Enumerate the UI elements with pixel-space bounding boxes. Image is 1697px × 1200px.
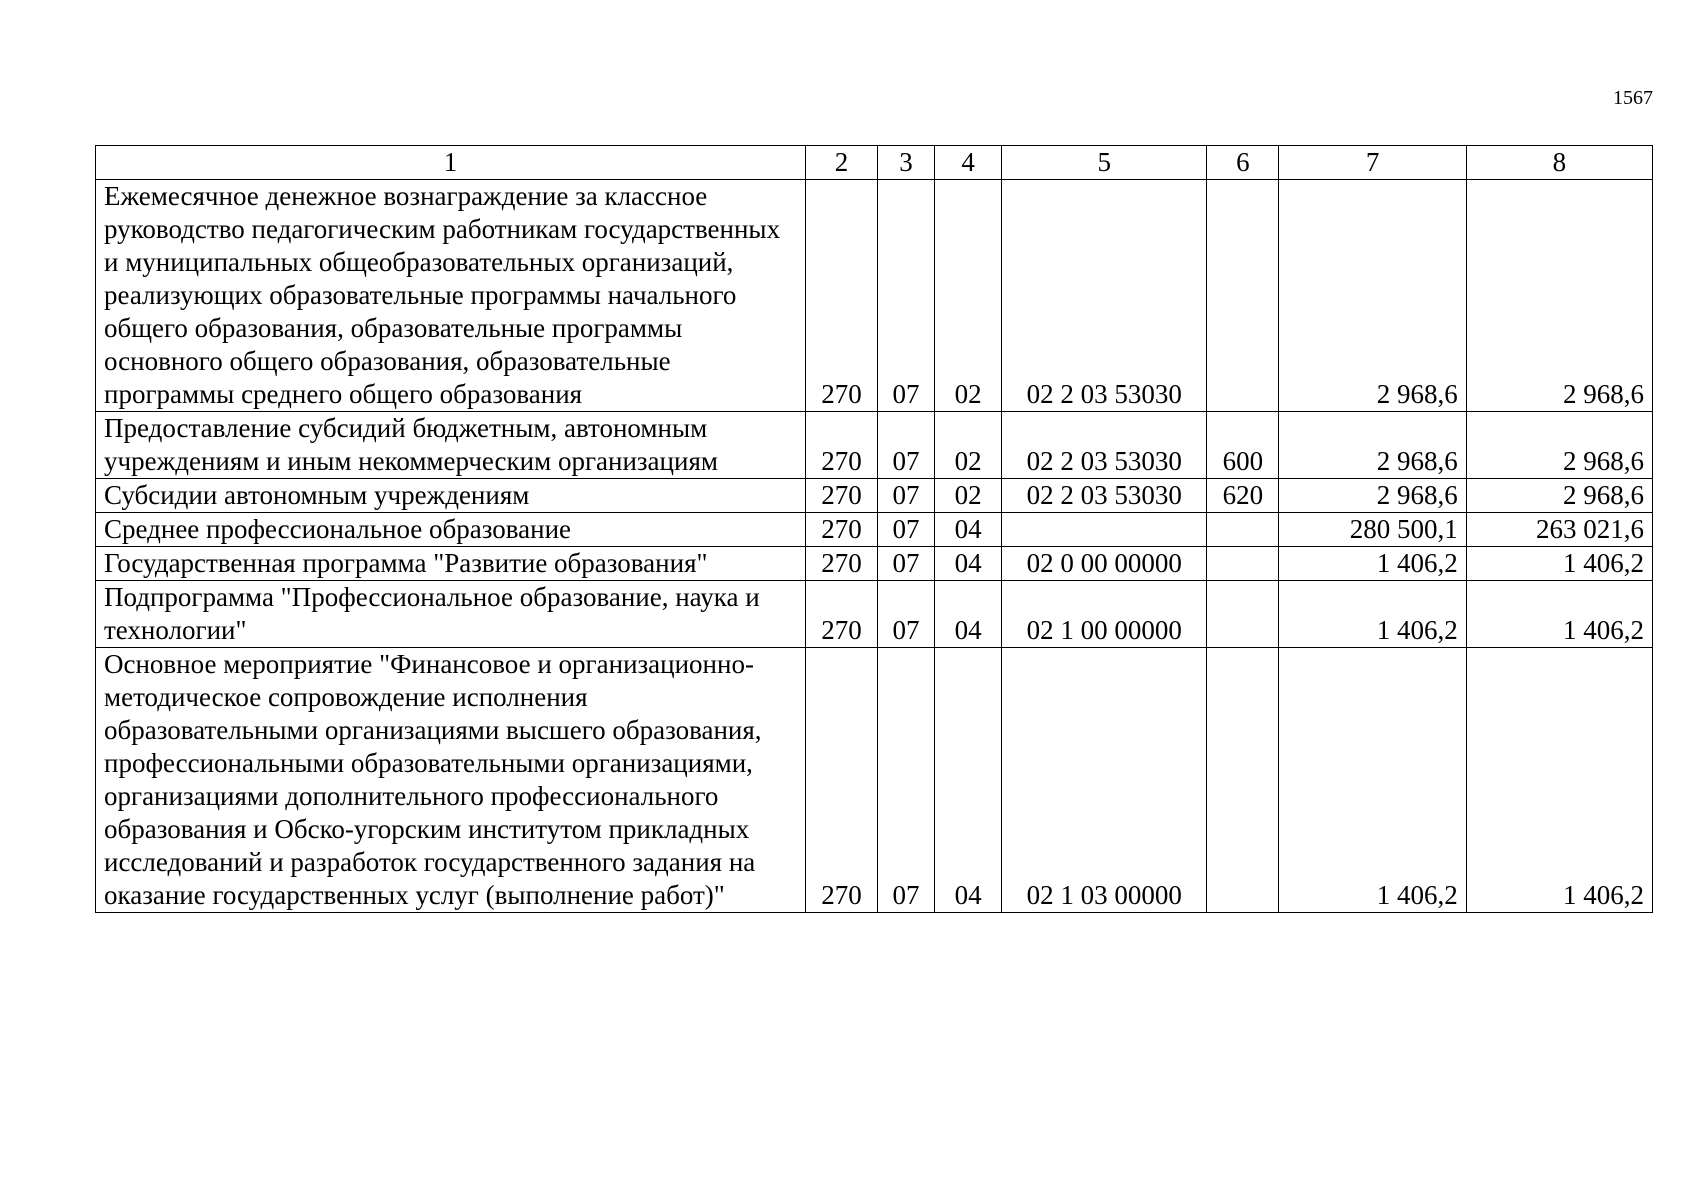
row-amount-col8: 1 406,2 — [1466, 581, 1652, 648]
row-amount-col7: 280 500,1 — [1279, 513, 1466, 547]
row-subsection-code: 04 — [935, 513, 1002, 547]
row-ministry-code: 270 — [805, 180, 877, 412]
table-row — [96, 412, 1653, 479]
row-subsection-code: 02 — [935, 479, 1002, 513]
header-col-2: 2 — [805, 146, 877, 180]
row-subsection-code: 04 — [935, 648, 1002, 913]
row-target-article — [1002, 513, 1207, 547]
row-subsection-code: 02 — [935, 412, 1002, 479]
row-section-code: 07 — [877, 648, 934, 913]
header-col-1: 1 — [96, 146, 806, 180]
row-section-code: 07 — [877, 513, 934, 547]
row-subsection-code: 04 — [935, 547, 1002, 581]
row-expense-type — [1207, 581, 1279, 648]
row-ministry-code: 270 — [805, 648, 877, 913]
row-section-code: 07 — [877, 412, 934, 479]
row-expense-type — [1207, 180, 1279, 412]
row-amount-col8: 2 968,6 — [1466, 479, 1652, 513]
row-ministry-code: 270 — [805, 513, 877, 547]
header-col-5: 5 — [1002, 146, 1207, 180]
header-col-3: 3 — [877, 146, 934, 180]
row-name: Основное мероприятие "Финансовое и организационно-методическое сопровождение исполнения образовательными организациями высшего образования, профессиональными образовательными организациями, организациями дополнительного профессионального образования и Обско-угорским институтом прикладных исследований и разработок государственного задания на оказание государственных услуг (выполнение работ)" — [96, 648, 806, 913]
table-row — [96, 513, 1653, 547]
row-amount-col7: 1 406,2 — [1279, 648, 1466, 913]
row-subsection-code: 02 — [935, 180, 1002, 412]
row-target-article: 02 0 00 00000 — [1002, 547, 1207, 581]
row-amount-col8: 1 406,2 — [1466, 547, 1652, 581]
row-section-code: 07 — [877, 479, 934, 513]
row-amount-col7: 2 968,6 — [1279, 180, 1466, 412]
row-expense-type — [1207, 513, 1279, 547]
budget-table — [95, 145, 1653, 913]
row-expense-type: 620 — [1207, 479, 1279, 513]
row-target-article: 02 2 03 53030 — [1002, 479, 1207, 513]
table-body — [96, 180, 1653, 913]
header-col-6: 6 — [1207, 146, 1279, 180]
page-number: 1567 — [1613, 87, 1653, 109]
row-amount-col7: 1 406,2 — [1279, 581, 1466, 648]
row-target-article: 02 1 00 00000 — [1002, 581, 1207, 648]
header-col-8: 8 — [1466, 146, 1652, 180]
header-col-7: 7 — [1279, 146, 1466, 180]
row-target-article: 02 1 03 00000 — [1002, 648, 1207, 913]
row-amount-col7: 2 968,6 — [1279, 479, 1466, 513]
row-name: Государственная программа "Развитие образования" — [96, 547, 806, 581]
row-ministry-code: 270 — [805, 547, 877, 581]
row-name: Предоставление субсидий бюджетным, автономным учреждениям и иным некоммерческим организациям — [96, 412, 806, 479]
row-amount-col8: 263 021,6 — [1466, 513, 1652, 547]
row-target-article: 02 2 03 53030 — [1002, 412, 1207, 479]
row-expense-type: 600 — [1207, 412, 1279, 479]
row-name: Среднее профессиональное образование — [96, 513, 806, 547]
header-row — [96, 146, 1653, 180]
row-ministry-code: 270 — [805, 412, 877, 479]
row-section-code: 07 — [877, 581, 934, 648]
row-expense-type — [1207, 648, 1279, 913]
row-name: Субсидии автономным учреждениям — [96, 479, 806, 513]
row-name: Подпрограмма "Профессиональное образование, наука и технологии" — [96, 581, 806, 648]
row-section-code: 07 — [877, 547, 934, 581]
row-amount-col7: 1 406,2 — [1279, 547, 1466, 581]
table-row — [96, 581, 1653, 648]
row-amount-col8: 2 968,6 — [1466, 180, 1652, 412]
table-header — [96, 146, 1653, 180]
row-subsection-code: 04 — [935, 581, 1002, 648]
row-section-code: 07 — [877, 180, 934, 412]
table-row — [96, 648, 1653, 913]
row-ministry-code: 270 — [805, 581, 877, 648]
row-amount-col8: 1 406,2 — [1466, 648, 1652, 913]
row-expense-type — [1207, 547, 1279, 581]
row-amount-col8: 2 968,6 — [1466, 412, 1652, 479]
row-amount-col7: 2 968,6 — [1279, 412, 1466, 479]
header-col-4: 4 — [935, 146, 1002, 180]
row-ministry-code: 270 — [805, 479, 877, 513]
table-row — [96, 180, 1653, 412]
table-row — [96, 479, 1653, 513]
row-target-article: 02 2 03 53030 — [1002, 180, 1207, 412]
row-name: Ежемесячное денежное вознаграждение за классное руководство педагогическим работникам государственных и муниципальных общеобразовательных организаций, реализующих образовательные программы начального общего образования, образовательные программы основного общего образования, образовательные программы среднего общего образования — [96, 180, 806, 412]
table-row — [96, 547, 1653, 581]
